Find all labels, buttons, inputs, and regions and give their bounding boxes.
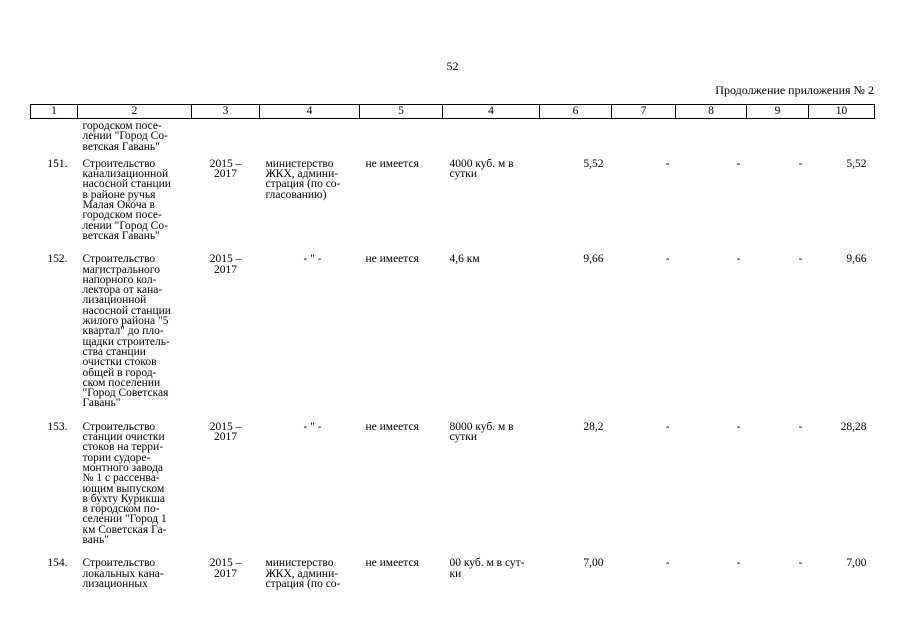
row-number: 152.	[47, 253, 68, 266]
value-col-6: 9,66	[583, 253, 604, 266]
row-number: 151.	[47, 157, 68, 170]
column-header: 6	[540, 105, 612, 119]
continuation-label: Продолжение приложения № 2	[715, 83, 874, 97]
responsible-org-ditto: - " -	[303, 253, 322, 266]
project-documentation	[360, 119, 443, 156]
capacity: 8000 куб. м в сутки	[449, 420, 514, 444]
capacity: 4,6 км	[449, 253, 480, 266]
project-documentation: не имеется	[365, 420, 419, 433]
project-documentation: не имеется	[365, 253, 419, 266]
value-col-10	[809, 119, 875, 156]
value-col-9: -	[798, 157, 803, 170]
table-row	[31, 555, 875, 599]
table-row	[31, 156, 875, 251]
capacity: 4000 куб. м в сутки	[449, 157, 514, 181]
table-row	[31, 119, 875, 156]
project-years: 2015 – 2017	[209, 253, 242, 276]
responsible-org: министерство ЖКХ, админи- страция (по со-	[265, 557, 341, 590]
value-col-8: -	[736, 253, 741, 266]
appendix-table	[30, 104, 875, 599]
column-header: 10	[809, 105, 875, 119]
project-documentation: не имеется	[365, 557, 419, 570]
value-col-7: -	[665, 157, 670, 170]
project-name: Строительство канализационной насосной станции в районе ручья Малая Окоча в городском посе- лении "Город Со- ветская Гавань"	[82, 157, 171, 242]
column-header: 2	[78, 105, 192, 119]
column-header: 1	[31, 105, 78, 119]
column-header: 7	[612, 105, 676, 119]
value-col-7: -	[665, 253, 670, 266]
column-header: 9	[747, 105, 809, 119]
column-header: 5	[360, 105, 443, 119]
capacity: 00 куб. м в сут- ки	[449, 557, 525, 580]
value-col-9: -	[798, 557, 803, 570]
value-col-9	[747, 119, 809, 156]
row-number: 153.	[47, 420, 68, 433]
value-col-7: -	[665, 557, 670, 570]
project-years: 2015 – 2017	[209, 157, 242, 181]
project-name: городском посе- лении "Город Со- ветская Гавань"	[82, 120, 168, 153]
project-years	[192, 119, 260, 156]
responsible-org-ditto: - " -	[303, 420, 322, 433]
responsible-org: министерство ЖКХ, админи- страция (по со- гласованию)	[265, 157, 341, 201]
value-col-7: -	[665, 420, 670, 433]
column-header: 3	[192, 105, 260, 119]
column-header: 4	[260, 105, 360, 119]
project-years: 2015 – 2017	[209, 420, 242, 444]
value-col-6: 28,2	[583, 420, 604, 433]
value-col-8: -	[736, 557, 741, 570]
project-documentation: не имеется	[365, 157, 419, 170]
value-col-8: -	[736, 157, 741, 170]
value-col-7	[612, 119, 676, 156]
column-header: 8	[676, 105, 747, 119]
responsible-org	[260, 119, 360, 156]
table-row	[31, 251, 875, 418]
capacity	[443, 119, 540, 156]
value-col-6	[540, 119, 612, 156]
value-col-8	[676, 119, 747, 156]
project-name: Строительство локальных кана- лизационных	[82, 557, 164, 590]
row-number: 154.	[47, 557, 68, 570]
header-row	[31, 105, 875, 119]
page-number: 52	[446, 59, 459, 73]
value-col-9: -	[798, 253, 803, 266]
value-col-8: -	[736, 420, 741, 433]
value-col-10: 28,28	[840, 420, 867, 433]
value-col-6: 5,52	[583, 157, 604, 170]
value-col-10: 5,52	[846, 157, 867, 170]
value-col-6: 7,00	[583, 557, 604, 570]
column-header: 4	[443, 105, 540, 119]
value-col-9: -	[798, 420, 803, 433]
project-years: 2015 – 2017	[209, 557, 242, 580]
row-number	[31, 119, 78, 156]
value-col-10: 7,00	[846, 557, 867, 570]
value-col-10: 9,66	[846, 253, 867, 266]
table-row	[31, 419, 875, 556]
project-name: Строительство магистрального напорного кол- лектора от кана- лизационной насосной станции жилого района "5 квартал" до пло- щадки строитель- ства станции очистки стоков общей в город- ском поселении "Город Советская Гавань"	[82, 253, 171, 410]
project-name: Строительство станции очистки стоков на терри- тории судоре- монтного завода № 1 с рассенва- ющим выпуском в бухту Курикша в городском по- селении "Город 1 км Советская Га- вань"	[82, 420, 167, 546]
